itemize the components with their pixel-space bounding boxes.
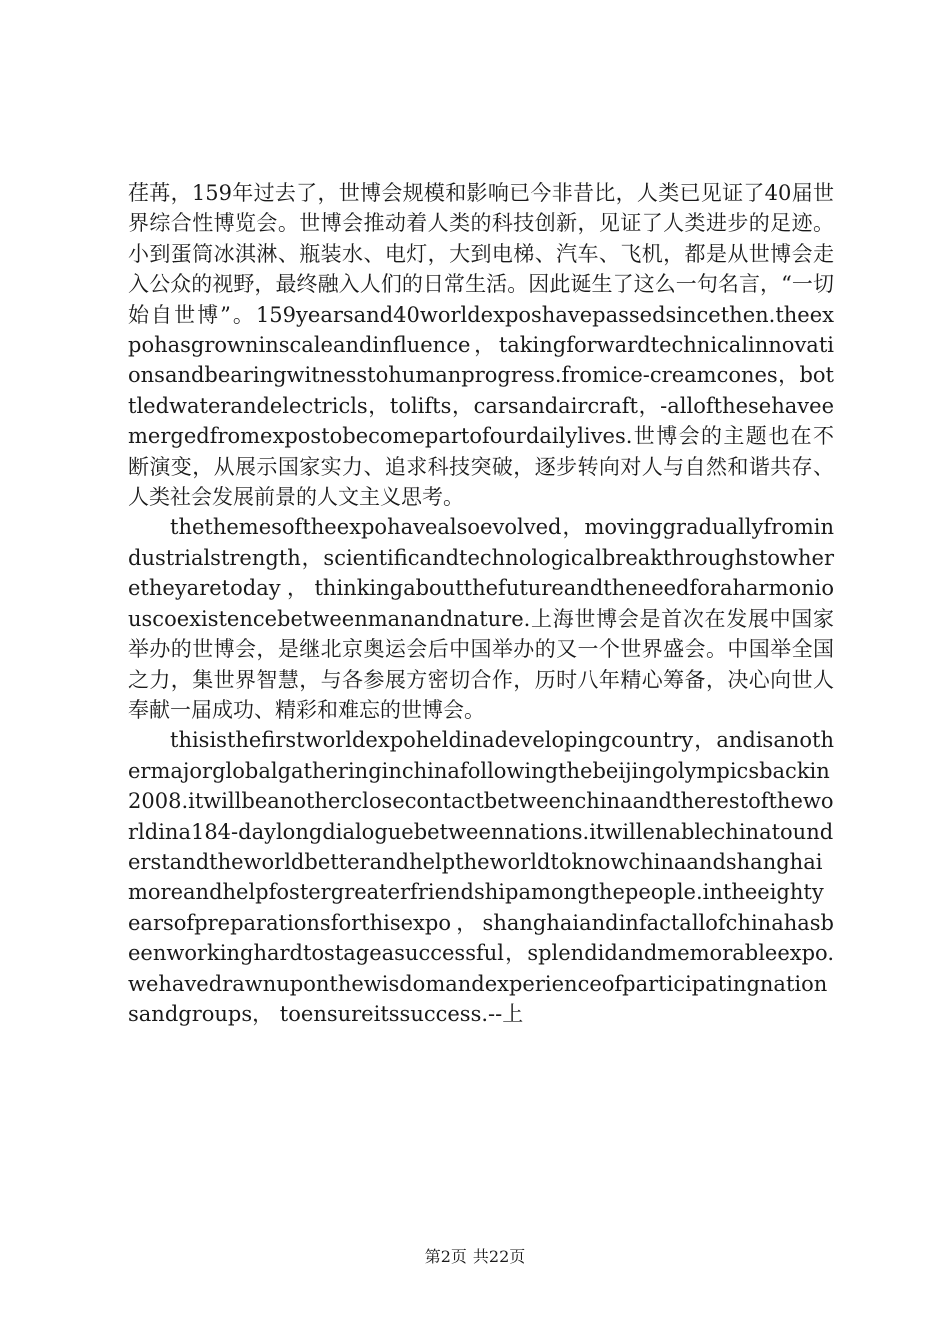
paragraph-1: 荏苒，159年过去了，世博会规模和影响已今非昔比，人类已见证了40届世界综合性博览会。世博会推动着人类的科技创新，见证了人类进步的足迹。小到蛋筒冰淇淋、瓶装水、电灯，大到电梯、汽车、飞机，都是从世博会走入公众的视野，最终融入人们的日常生活。因此诞生了这么一句名言，“一切始自世博”。159yearsand40worldexposhavepassedsincethen.theexpohasgrowninscaleandinfluence，takingforwardtechnicalinnovationsandbearingwitnesstohumanprogress.fromice-creamcones，bottledwaterandelectricls，tolifts，carsandaircraft，-allofthesehaveemergedfromexpostobecomepartofourdailylives.世博会的主题也在不断演变，从展示国家实力、追求科技突破，逐步转向对人与自然和谐共存、人类社会发展前景的人文主义思考。	[128, 181, 834, 510]
paragraph-3: thisisthefirstworldexpoheldinadevelopingcountry，andisanothermajorglobalgatheringinchinafollowingthebeijingolympicsbackin2008.itwillbeanotherclosecontactbetweenchinaandtherestoftheworldina184-daylongdialoguebetweennations.itwillenablechinatounderstandtheworldbetterandhelptheworldtoknowchinaandshanghaimoreandhelpfostergreaterfriendshipamongthepeople.intheeightyearsofpreparationsforthisexpo，shanghaiandinfactallofchinahasbeenworkinghardtostageasuccessful，splendidandmemorableexpo.wehavedrawnuponthewisdomandexperienceofparticipatingnationsandgroups， toensureitssuccess.--上	[128, 728, 834, 1026]
page-footer	[0, 1244, 950, 1267]
document-body	[128, 178, 834, 1029]
page-total: 共22页	[472, 1247, 526, 1266]
page-number: 第2页	[424, 1247, 467, 1266]
paragraph-2: thethemesoftheexpohavealsoevolved，movinggraduallyfromindustrialstrength，scientificandtechnologicalbreakthroughstowheretheyaretoday，thinkingaboutthefutureandtheneedforaharmoniouscoexistencebetweenmanandnature.上海世博会是首次在发展中国家举办的世博会，是继北京奥运会后中国举办的又一个世界盛会。中国举全国之力，集世界智慧，与各参展方密切合作，历时八年精心筹备，决心向世人奉献一届成功、精彩和难忘的世博会。	[128, 515, 834, 722]
